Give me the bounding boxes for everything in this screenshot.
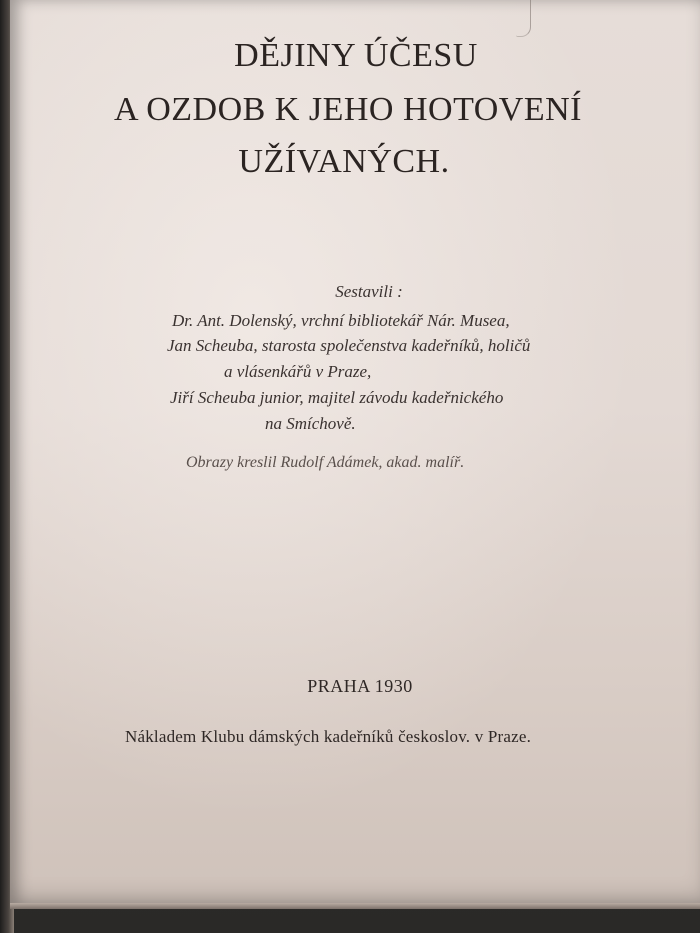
publisher-line: Nákladem Klubu dámských kadeřníků českoslov. v Praze. [125,727,532,746]
title-line-2: A OZDOB K JEHO HOTOVENÍ [114,91,582,128]
title-page [10,0,700,905]
page-bottom-edge [10,903,700,909]
place-and-year: PRAHA 1930 [307,676,413,696]
credit-line: Dr. Ant. Dolenský, vrchní bibliotekář Nár. Musea, [172,311,510,330]
pencil-mark-icon [516,0,531,37]
title-line-1: DĚJINY ÚČESU [234,37,478,74]
credit-line: Jan Scheuba, starosta společenstva kadeřníků, holičů [167,336,531,355]
credit-line: a vlásenkářů v Praze, [224,362,372,381]
credit-line: na Smíchově. [265,414,356,433]
illustrator-credit: Obrazy kreslil Rudolf Adámek, akad. malíř. [186,454,465,471]
credit-line: Jiří Scheuba junior, majitel závodu kadeřnického [170,388,504,407]
credits-label: Sestavili : [335,282,403,301]
title-line-3: UŽÍVANÝCH. [238,143,450,180]
